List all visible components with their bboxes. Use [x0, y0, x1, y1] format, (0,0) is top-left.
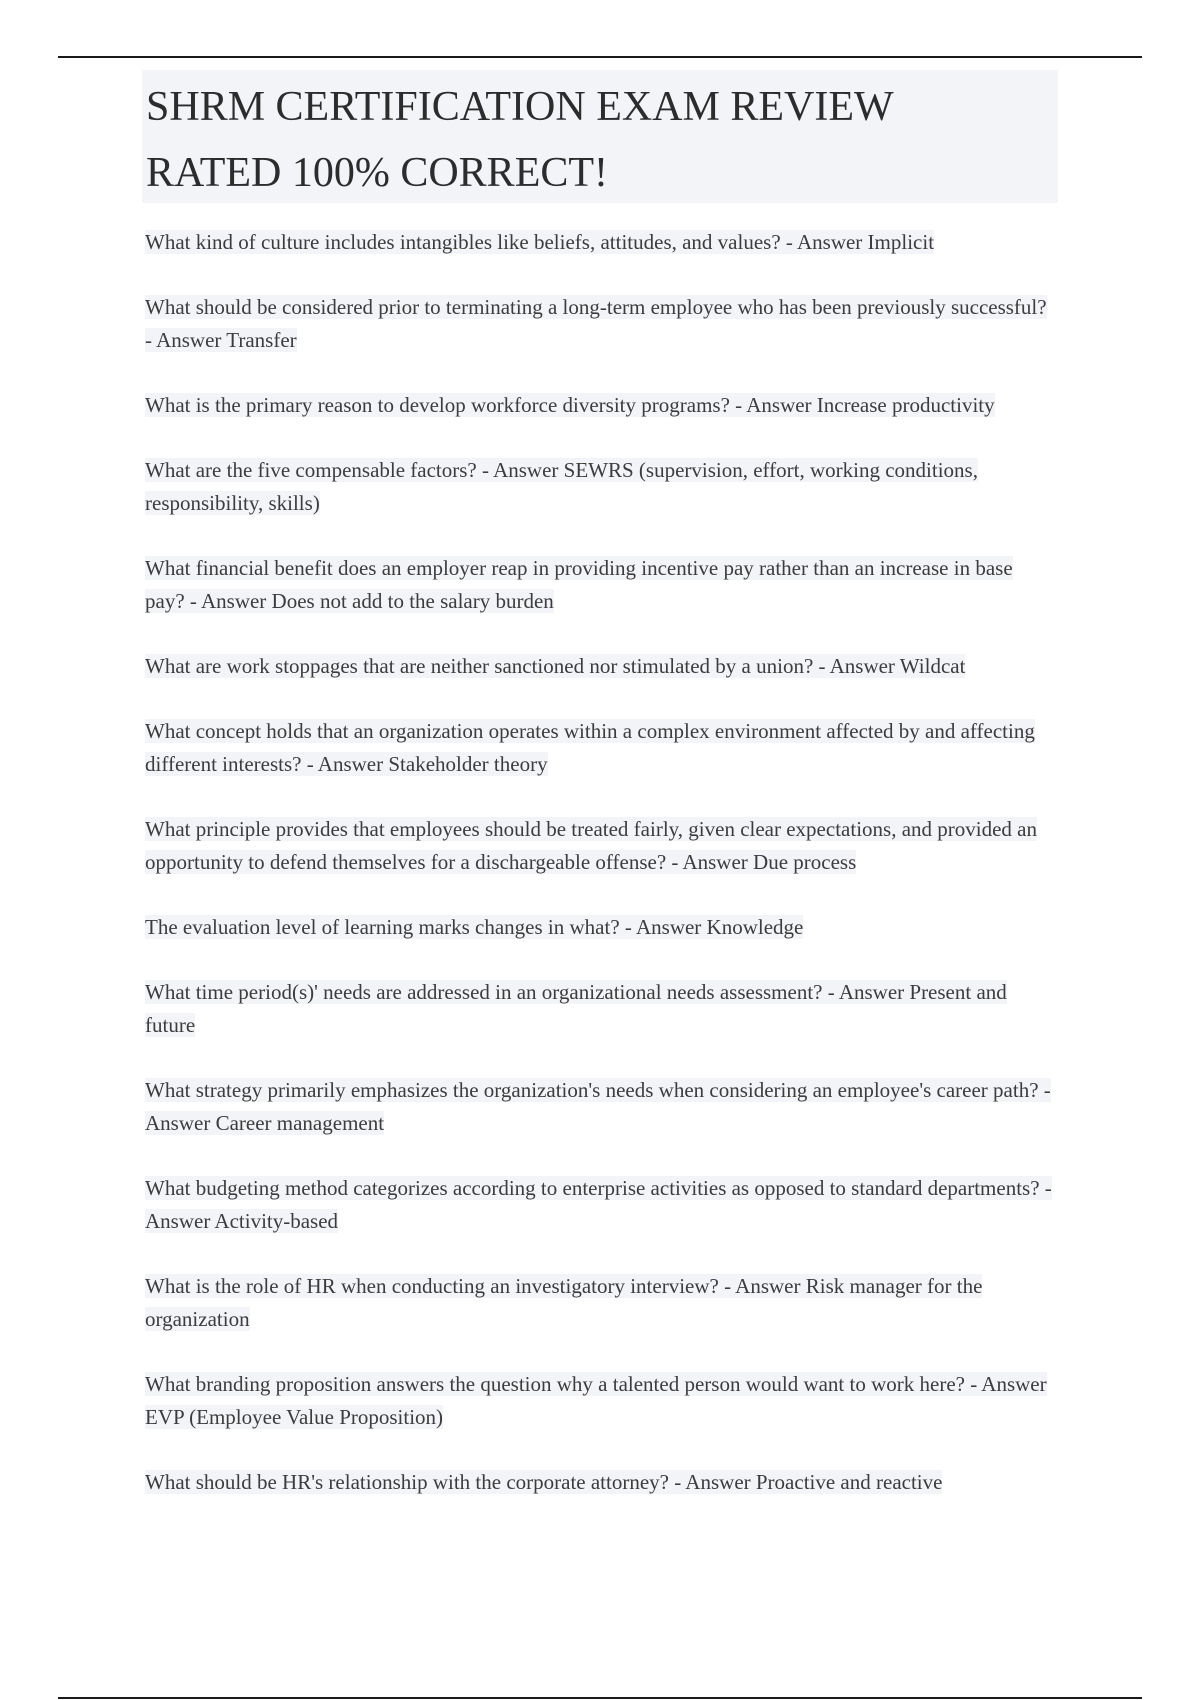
qa-text: What principle provides that employees should be treated fairly, given clear expectations, and provided an opportunity to defend themselves for a dischargeable offense? - Answer Due process: [145, 817, 1037, 874]
qa-text: What should be considered prior to terminating a long-term employee who has been previously successful? - Answer Transfer: [145, 295, 1047, 352]
qa-text: What is the role of HR when conducting an investigatory interview? - Answer Risk manager for the organization: [145, 1274, 983, 1331]
qa-item: [145, 715, 1055, 781]
qa-item: [145, 1172, 1055, 1238]
qa-text: The evaluation level of learning marks changes in what? - Answer Knowledge: [145, 915, 804, 939]
qa-text: What are the five compensable factors? - Answer SEWRS (supervision, effort, working conditions, responsibility, skills): [145, 458, 978, 515]
document-title: [142, 70, 1058, 203]
qa-item: [145, 552, 1055, 618]
qa-item: [145, 813, 1055, 879]
qa-item: [145, 911, 1055, 944]
qa-item: [145, 1270, 1055, 1336]
qa-item: [145, 976, 1055, 1042]
qa-text: What time period(s)' needs are addressed in an organizational needs assessment? - Answer Present and future: [145, 980, 1007, 1037]
qa-text: What is the primary reason to develop workforce diversity programs? - Answer Increase productivity: [145, 393, 995, 417]
qa-text: What kind of culture includes intangibles like beliefs, attitudes, and values? - Answer Implicit: [145, 230, 935, 254]
qa-item: [145, 1368, 1055, 1434]
bottom-rule: [58, 1697, 1142, 1699]
qa-text: What strategy primarily emphasizes the organization's needs when considering an employee's career path? - Answer Career management: [145, 1078, 1051, 1135]
qa-item: [145, 291, 1055, 357]
qa-list: [145, 226, 1055, 1531]
title-line-2: RATED 100% CORRECT!: [146, 150, 608, 196]
qa-text: What are work stoppages that are neither sanctioned nor stimulated by a union? - Answer Wildcat: [145, 654, 966, 678]
qa-text: What financial benefit does an employer reap in providing incentive pay rather than an increase in base pay? - Answer Does not add to the salary burden: [145, 556, 1013, 613]
qa-item: [145, 454, 1055, 520]
title-line-1: SHRM CERTIFICATION EXAM REVIEW: [146, 84, 894, 130]
qa-item: [145, 389, 1055, 422]
qa-text: What concept holds that an organization operates within a complex environment affected by and affecting different interests? - Answer Stakeholder theory: [145, 719, 1035, 776]
qa-item: [145, 650, 1055, 683]
qa-text: What should be HR's relationship with the corporate attorney? - Answer Proactive and reactive: [145, 1470, 943, 1494]
qa-text: What budgeting method categorizes according to enterprise activities as opposed to standard departments? - Answer Activity-based: [145, 1176, 1052, 1233]
qa-text: What branding proposition answers the question why a talented person would want to work here? - Answer EVP (Employee Value Proposition): [145, 1372, 1047, 1429]
top-rule: [58, 56, 1142, 58]
qa-item: [145, 226, 1055, 259]
qa-item: [145, 1466, 1055, 1499]
qa-item: [145, 1074, 1055, 1140]
